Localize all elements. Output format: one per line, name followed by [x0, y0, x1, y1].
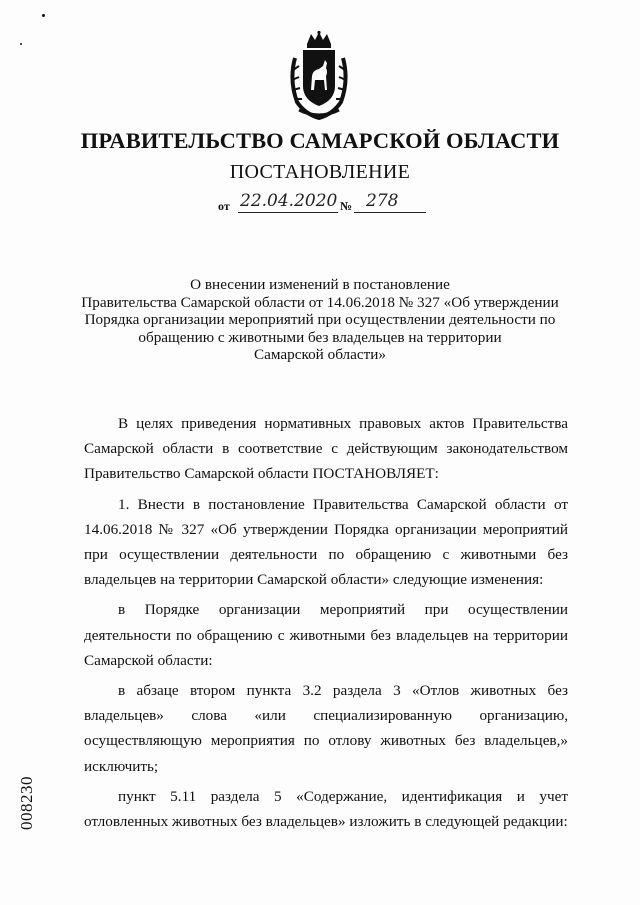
- handwritten-date: 22.04.2020: [240, 191, 338, 211]
- subject-line: Порядка организации мероприятий при осуществлении деятельности по: [84, 311, 556, 328]
- body-paragraph: в абзаце втором пункта 3.2 раздела 3 «Отлов животных без владельцев» слова «или специализированную организацию, осуществляющую мероприятия по отлову животных без владельцев,» исключить;: [84, 682, 568, 775]
- subject-line: обращению с животными без владельцев на территории: [138, 328, 502, 346]
- number-prefix: №: [340, 199, 353, 213]
- government-title: ПРАВИТЕЛЬСТВО САМАРСКОЙ ОБЛАСТИ: [80, 128, 560, 153]
- side-registration-code: 008230: [17, 776, 36, 830]
- scan-speck: [20, 43, 22, 45]
- subject-line: Самарской области»: [254, 346, 386, 363]
- document-body: [84, 411, 568, 839]
- body-paragraph: 1. Внести в постановление Правительства Самарской области от 14.06.2018 № 327 «Об утверждении Порядка организации мероприятий при осуществлении деятельности по обращению с животными без владельцев на территории Самарской области» следующие изменения:: [84, 495, 568, 589]
- number-underline: [354, 212, 426, 213]
- date-underline: [238, 212, 338, 213]
- date-number-line: [218, 191, 428, 217]
- body-paragraph: В целях приведения нормативных правовых актов Правительства Самарской области в соответствие с действующим законодательством Правительство Самарской области ПОСТАНОВЛЯЕТ:: [84, 415, 568, 483]
- body-paragraph: в Порядке организации мероприятий при осуществлении деятельности по обращению с животными без владельцев на территории Самарской области:: [84, 601, 568, 669]
- subject-line: Правительства Самарской области от 14.06.2018 № 327 «Об утверждении: [81, 293, 559, 311]
- scan-speck: [42, 14, 45, 17]
- body-paragraph: пункт 5.11 раздела 5 «Содержание, идентификация и учет отловленных животных без владельцев» изложить в следующей редакции:: [84, 787, 568, 831]
- coat-of-arms-emblem: [285, 30, 353, 120]
- subject-line: О внесении изменений в постановление: [190, 276, 450, 293]
- document-subject: [60, 276, 580, 364]
- document-type: ПОСТАНОВЛЕНИЕ: [229, 161, 411, 183]
- handwritten-number: 278: [366, 191, 399, 211]
- date-prefix: от: [218, 199, 230, 213]
